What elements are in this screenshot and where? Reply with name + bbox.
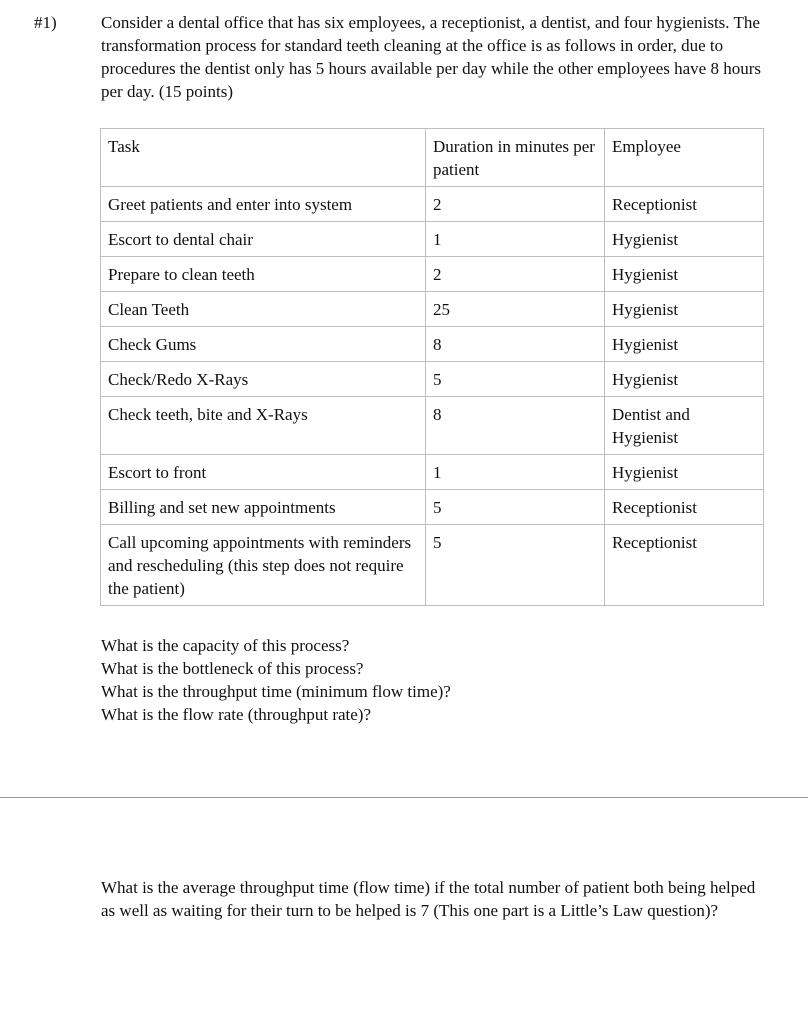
employee-cell: Hygienist bbox=[605, 292, 764, 327]
duration-cell: 8 bbox=[426, 397, 605, 455]
question-bottleneck: What is the bottleneck of this process? bbox=[101, 659, 364, 678]
table-row bbox=[101, 222, 764, 257]
table-row bbox=[101, 292, 764, 327]
question-intro: Consider a dental office that has six employees, a receptionist, a dentist, and four hygienists. The transformation process for standard teeth cleaning at the office is as follows in order, due to procedures the dentist only has 5 hours available per day while the other employees have 8 hours per day. (15 points) bbox=[101, 13, 761, 101]
question-number: #1) bbox=[34, 13, 57, 32]
header-task: Task bbox=[101, 129, 426, 187]
littles-law-question: What is the average throughput time (flow time) if the total number of patient both being helped as well as waiting for their turn to be helped is 7 (This one part is a Little’s Law question)? bbox=[101, 878, 756, 920]
task-cell: Prepare to clean teeth bbox=[101, 257, 426, 292]
employee-cell: Receptionist bbox=[605, 187, 764, 222]
task-table bbox=[100, 128, 764, 606]
duration-cell: 5 bbox=[426, 490, 605, 525]
employee-cell: Hygienist bbox=[605, 257, 764, 292]
employee-cell: Hygienist bbox=[605, 455, 764, 490]
duration-cell: 2 bbox=[426, 187, 605, 222]
table-row bbox=[101, 490, 764, 525]
table-row bbox=[101, 327, 764, 362]
duration-cell: 8 bbox=[426, 327, 605, 362]
header-duration: Duration in minutes per patient bbox=[426, 129, 605, 187]
employee-cell: Receptionist bbox=[605, 525, 764, 606]
task-cell: Check/Redo X-Rays bbox=[101, 362, 426, 397]
duration-cell: 5 bbox=[426, 525, 605, 606]
table-row bbox=[101, 362, 764, 397]
task-cell: Escort to dental chair bbox=[101, 222, 426, 257]
employee-cell: Hygienist bbox=[605, 362, 764, 397]
task-cell: Check Gums bbox=[101, 327, 426, 362]
question-flow-rate: What is the flow rate (throughput rate)? bbox=[101, 705, 372, 724]
task-cell: Check teeth, bite and X-Rays bbox=[101, 397, 426, 455]
task-cell: Escort to front bbox=[101, 455, 426, 490]
question-capacity: What is the capacity of this process? bbox=[101, 636, 350, 655]
employee-cell: Dentist and Hygienist bbox=[605, 397, 764, 455]
header-employee: Employee bbox=[605, 129, 764, 187]
duration-cell: 2 bbox=[426, 257, 605, 292]
duration-cell: 25 bbox=[426, 292, 605, 327]
employee-cell: Hygienist bbox=[605, 327, 764, 362]
task-cell: Clean Teeth bbox=[101, 292, 426, 327]
table-row bbox=[101, 257, 764, 292]
duration-cell: 1 bbox=[426, 455, 605, 490]
task-cell: Call upcoming appointments with reminders and rescheduling (this step does not require the patient) bbox=[101, 525, 426, 606]
table-row bbox=[101, 187, 764, 222]
employee-cell: Receptionist bbox=[605, 490, 764, 525]
table-row bbox=[101, 397, 764, 455]
question-list bbox=[101, 634, 451, 726]
table-row bbox=[101, 525, 764, 606]
employee-cell: Hygienist bbox=[605, 222, 764, 257]
task-cell: Greet patients and enter into system bbox=[101, 187, 426, 222]
duration-cell: 5 bbox=[426, 362, 605, 397]
question-throughput-time: What is the throughput time (minimum flow time)? bbox=[101, 682, 451, 701]
task-cell: Billing and set new appointments bbox=[101, 490, 426, 525]
duration-cell: 1 bbox=[426, 222, 605, 257]
table-header-row bbox=[101, 129, 764, 187]
table-row bbox=[101, 455, 764, 490]
section-divider bbox=[0, 797, 808, 798]
